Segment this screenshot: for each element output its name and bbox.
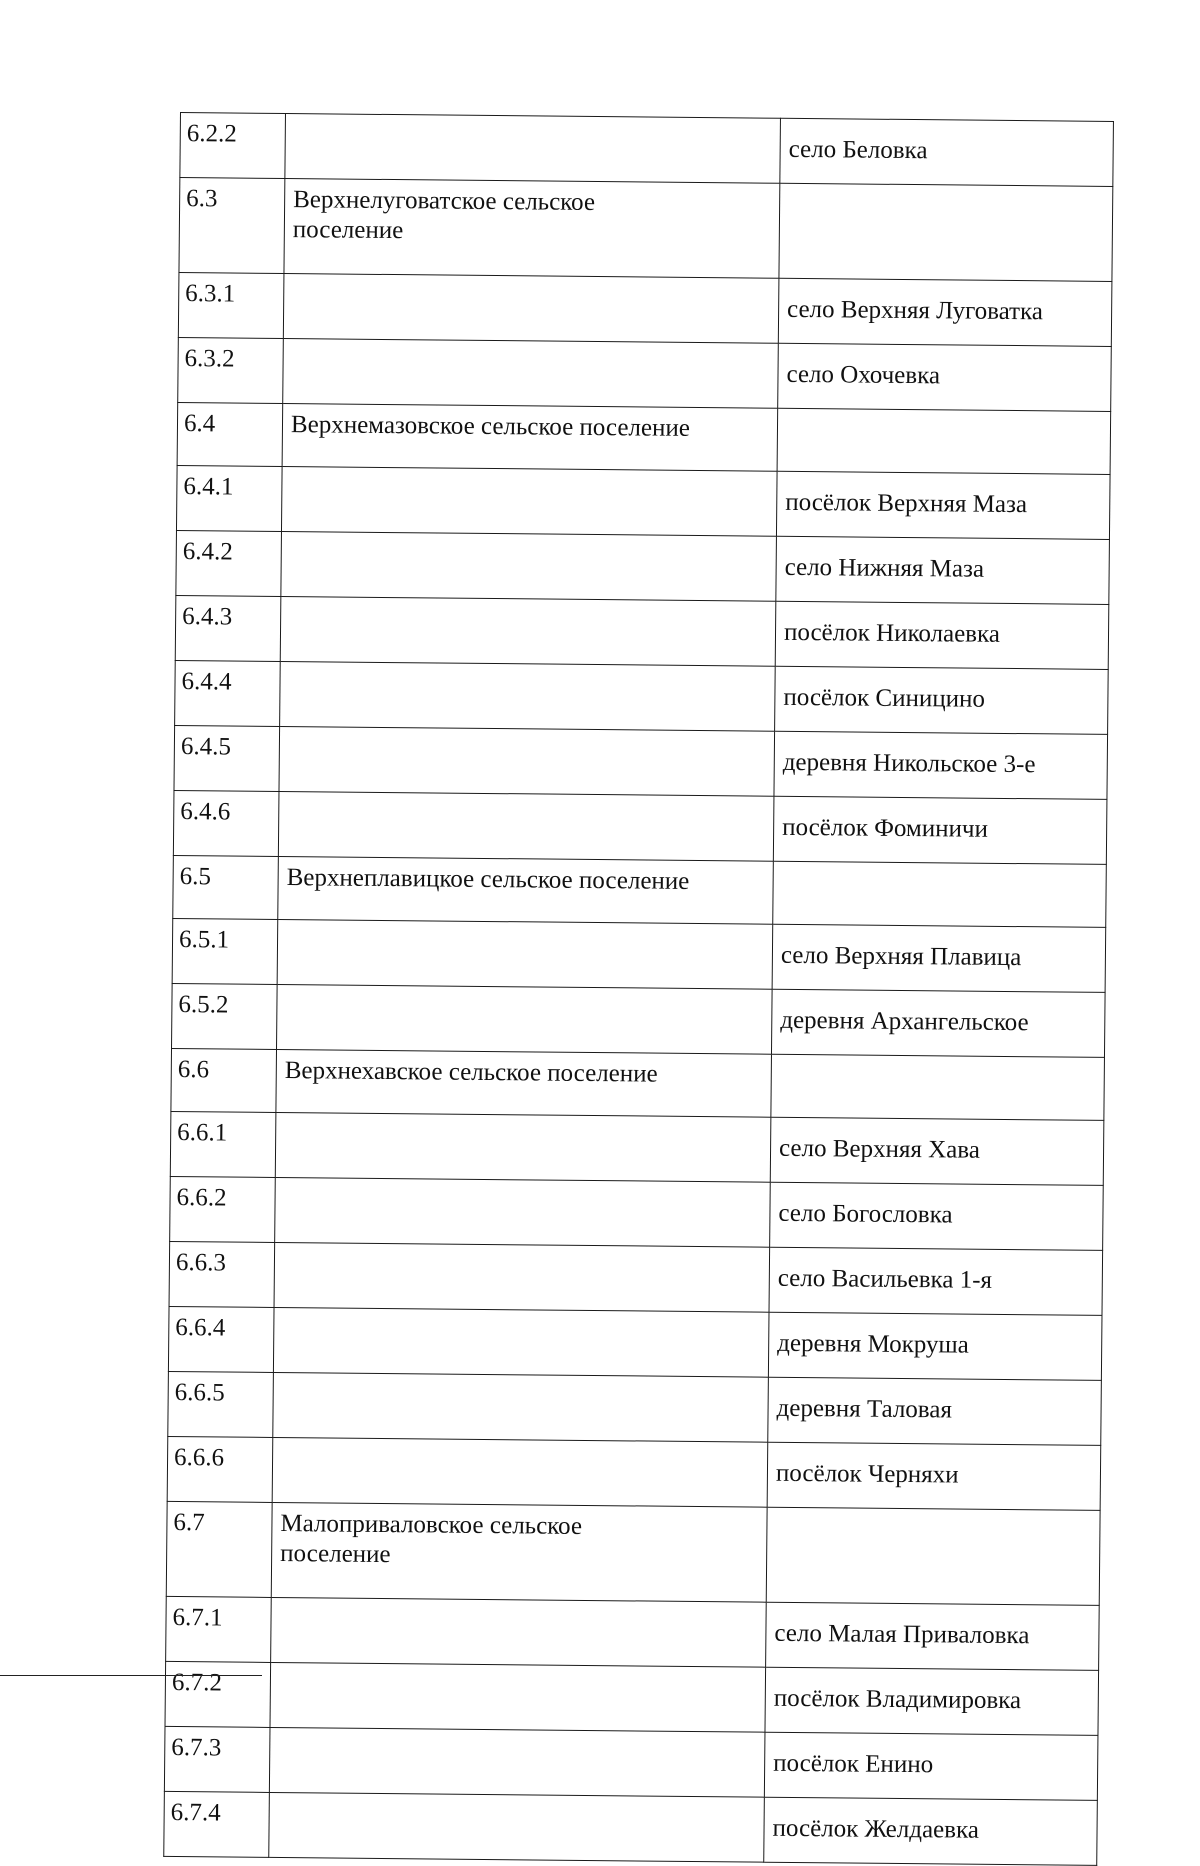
settlement-name bbox=[273, 1372, 769, 1442]
table-row bbox=[166, 1501, 1100, 1605]
locality-name: село Верхняя Плавица bbox=[772, 924, 1106, 992]
row-number: 6.2.2 bbox=[180, 113, 286, 179]
locality-name: село Верхняя Луговатка bbox=[778, 278, 1112, 346]
settlement-name bbox=[269, 1792, 765, 1862]
table-row bbox=[180, 113, 1114, 187]
table-row bbox=[165, 1661, 1099, 1735]
settlement-name bbox=[273, 1307, 769, 1377]
row-number: 6.4.2 bbox=[176, 530, 282, 596]
locality-name bbox=[779, 183, 1113, 281]
locality-name: посёлок Николаевка bbox=[775, 601, 1109, 669]
row-number: 6.6.3 bbox=[169, 1241, 275, 1307]
settlement-name bbox=[275, 1177, 771, 1247]
locality-name: деревня Никольское 3-е bbox=[774, 731, 1108, 799]
table-row bbox=[168, 1306, 1102, 1380]
table-row bbox=[171, 1048, 1105, 1120]
locality-name: село Богословка bbox=[770, 1182, 1104, 1250]
locality-name: село Охочевка bbox=[778, 343, 1112, 411]
table-row bbox=[168, 1371, 1102, 1445]
table-row bbox=[178, 337, 1112, 411]
locality-name: посёлок Верхняя Маза bbox=[776, 471, 1110, 539]
locality-name bbox=[773, 861, 1107, 927]
locality-name: деревня Мокруша bbox=[768, 1312, 1102, 1380]
row-number: 6.3 bbox=[179, 178, 285, 274]
table-row bbox=[177, 402, 1111, 474]
table-row bbox=[170, 1111, 1104, 1185]
table-row bbox=[164, 1791, 1098, 1865]
locality-name bbox=[766, 1507, 1100, 1605]
settlement-name bbox=[277, 919, 773, 989]
locality-name: село Васильевка 1-я bbox=[769, 1247, 1103, 1315]
table-row bbox=[179, 178, 1113, 282]
table-row bbox=[173, 855, 1107, 927]
settlement-name bbox=[271, 1502, 767, 1602]
row-number: 6.6.1 bbox=[170, 1111, 276, 1177]
locality-name: посёлок Енино bbox=[764, 1732, 1098, 1800]
table-row bbox=[167, 1436, 1101, 1510]
row-number: 6.7.3 bbox=[164, 1726, 270, 1792]
locality-name: деревня Архангельское bbox=[771, 989, 1105, 1057]
row-number: 6.6.4 bbox=[168, 1306, 274, 1372]
locality-name: село Верхняя Хава bbox=[770, 1117, 1104, 1185]
row-number: 6.6.6 bbox=[167, 1436, 273, 1502]
settlement-name bbox=[274, 1242, 770, 1312]
settlement-name bbox=[281, 531, 777, 601]
settlement-name bbox=[270, 1662, 766, 1732]
table-row bbox=[175, 660, 1109, 734]
settlement-name bbox=[269, 1727, 765, 1797]
table-row bbox=[170, 1176, 1104, 1250]
table-body bbox=[164, 113, 1114, 1866]
table-row bbox=[166, 1596, 1100, 1670]
locality-name: село Малая Приваловка bbox=[766, 1602, 1100, 1670]
settlement-name: Верхнеплавицкое сельское поселение bbox=[278, 856, 774, 924]
settlement-name bbox=[285, 114, 781, 184]
locality-name bbox=[771, 1054, 1105, 1120]
settlement-name bbox=[271, 1597, 767, 1667]
row-number: 6.7.4 bbox=[164, 1791, 270, 1857]
table-row bbox=[164, 1726, 1098, 1800]
row-number: 6.7.1 bbox=[166, 1596, 272, 1662]
locality-name: посёлок Синицино bbox=[775, 666, 1109, 734]
settlement-name-text: Малоприваловское сельское поселение bbox=[280, 1510, 583, 1569]
row-number: 6.4 bbox=[177, 402, 283, 466]
settlement-name bbox=[277, 984, 773, 1054]
row-number: 6.7.2 bbox=[165, 1661, 271, 1727]
row-number: 6.4.1 bbox=[176, 465, 282, 531]
table-row bbox=[169, 1241, 1103, 1315]
row-number: 6.3.2 bbox=[178, 337, 284, 403]
row-number: 6.6.2 bbox=[170, 1176, 276, 1242]
locality-name bbox=[777, 408, 1111, 474]
locality-name: посёлок Черняхи bbox=[767, 1442, 1101, 1510]
settlement-name bbox=[283, 274, 779, 344]
locality-name: посёлок Желдаевка bbox=[764, 1797, 1098, 1865]
table-row bbox=[174, 725, 1108, 799]
row-number: 6.7 bbox=[166, 1501, 272, 1597]
row-number: 6.4.6 bbox=[173, 790, 279, 856]
table-row bbox=[175, 595, 1109, 669]
locality-name: село Беловка bbox=[780, 118, 1114, 186]
table-row bbox=[172, 983, 1106, 1057]
row-number: 6.4.4 bbox=[175, 660, 281, 726]
row-number: 6.4.5 bbox=[174, 725, 280, 791]
settlements-table bbox=[163, 112, 1114, 1866]
row-number: 6.6 bbox=[171, 1048, 277, 1112]
settlement-name bbox=[280, 596, 776, 666]
settlement-name bbox=[283, 339, 779, 409]
row-number: 6.5 bbox=[173, 855, 279, 919]
settlement-name bbox=[281, 466, 777, 536]
table-row bbox=[176, 530, 1110, 604]
row-number: 6.3.1 bbox=[178, 272, 284, 338]
footer-divider bbox=[0, 1675, 262, 1676]
settlement-name bbox=[278, 791, 774, 861]
table-row bbox=[178, 272, 1112, 346]
settlement-name-text: Верхнелуговатское сельское поселение bbox=[292, 186, 596, 245]
table-row bbox=[173, 790, 1107, 864]
locality-name: деревня Таловая bbox=[768, 1377, 1102, 1445]
settlement-name bbox=[272, 1437, 768, 1507]
table-row bbox=[172, 918, 1106, 992]
row-number: 6.6.5 bbox=[168, 1371, 274, 1437]
settlement-name: Верхнемазовское сельское поселение bbox=[282, 403, 778, 471]
settlement-name bbox=[280, 661, 776, 731]
row-number: 6.4.3 bbox=[175, 595, 281, 661]
locality-name: посёлок Владимировка bbox=[765, 1667, 1099, 1735]
settlement-name bbox=[279, 726, 775, 796]
settlement-name: Верхнехавское сельское поселение bbox=[276, 1049, 772, 1117]
locality-name: село Нижняя Маза bbox=[776, 536, 1110, 604]
settlement-name bbox=[284, 179, 780, 279]
locality-name: посёлок Фоминичи bbox=[773, 796, 1107, 864]
settlement-name bbox=[275, 1112, 771, 1182]
table-row bbox=[176, 465, 1110, 539]
row-number: 6.5.1 bbox=[172, 918, 278, 984]
row-number: 6.5.2 bbox=[172, 983, 278, 1049]
